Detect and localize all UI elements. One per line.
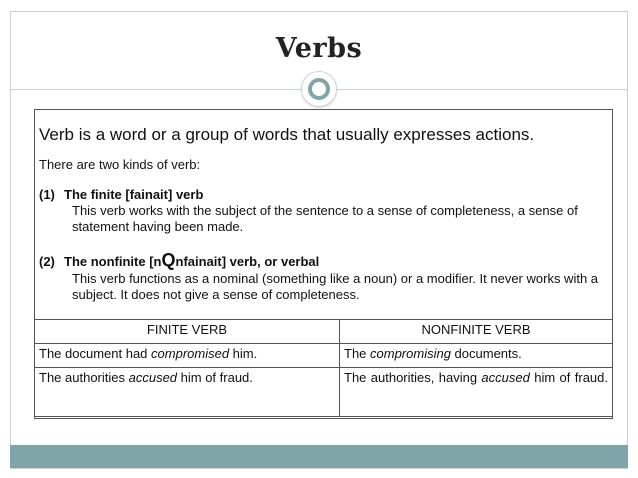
cell-text: The authorities, having <box>344 370 482 385</box>
phonetic-symbol: Q <box>161 250 176 270</box>
item-heading-part: The nonfinite [n <box>64 254 162 269</box>
cell-text: him of fraud. <box>177 370 253 385</box>
nonfinite-verb-heading <box>39 250 320 270</box>
verb-comparison-table <box>34 319 613 417</box>
table-row <box>35 344 613 368</box>
table-header-cell: FINITE VERB <box>35 320 340 344</box>
table-cell <box>340 344 613 368</box>
table-row <box>35 368 613 417</box>
cell-text: him of fraud. <box>529 370 608 385</box>
cell-italic-text: accused <box>481 370 530 385</box>
item-heading-part: nfainait] verb, or verbal <box>175 254 320 269</box>
footer-bar <box>10 445 628 468</box>
item-number: (2) <box>39 254 55 269</box>
cell-text: The document had <box>39 346 152 361</box>
finite-verb-description: This verb works with the subject of the sentence to a sense of completeness, a sense of statement having been made. <box>72 203 578 234</box>
intro-kinds: There are two kinds of verb: <box>39 157 201 172</box>
table-header-cell: NONFINITE VERB <box>340 320 613 344</box>
circle-ornament-icon <box>301 71 337 107</box>
cell-text: The authorities <box>39 370 129 385</box>
table-header-row <box>35 320 613 344</box>
nonfinite-verb-description: This verb functions as a nominal (something like a noun) or a modifier. It never works with a subject. It does not give a sense of completeness. <box>72 271 599 302</box>
intro-definition: Verb is a word or a group of words that usually expresses actions. <box>39 125 535 144</box>
item-number: (1) <box>39 187 55 202</box>
table-cell <box>35 344 340 368</box>
finite-verb-heading <box>39 187 203 202</box>
cell-text: The <box>344 346 371 361</box>
slide-title: Verbs <box>275 33 363 64</box>
cell-text: documents. <box>450 346 522 361</box>
table-cell <box>340 368 613 417</box>
cell-italic-text: accused <box>128 370 178 385</box>
cell-italic-text: compromising <box>370 346 451 361</box>
table-cell <box>35 368 340 417</box>
cell-text: him. <box>229 346 258 361</box>
item-heading: The finite [fainait] verb <box>64 187 204 202</box>
cell-italic-text: compromised <box>151 346 230 361</box>
